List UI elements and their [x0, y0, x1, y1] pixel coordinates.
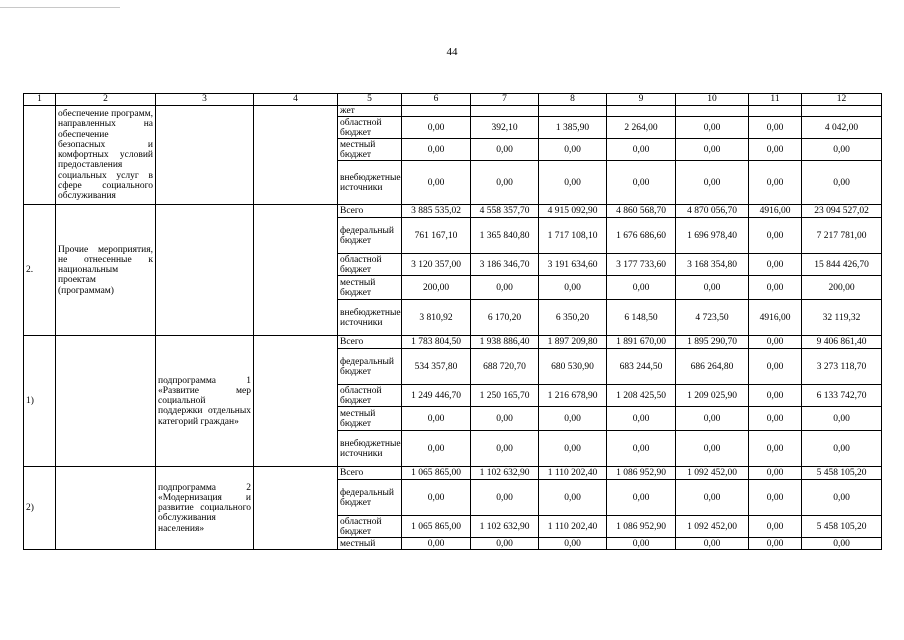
funding-source: федеральный бюджет: [338, 480, 402, 516]
funding-source: Всего: [338, 336, 402, 349]
value-cell: 0,00: [749, 117, 802, 139]
value-cell: 1 208 425,50: [607, 385, 676, 407]
value-cell: 7 217 781,00: [802, 218, 882, 254]
empty-cell: [254, 205, 338, 336]
value-cell: 686 264,80: [676, 349, 749, 385]
value-cell: 0,00: [539, 161, 607, 205]
value-cell: 15 844 426,70: [802, 254, 882, 276]
value-cell: 683 244,50: [607, 349, 676, 385]
value-cell: 0,00: [539, 139, 607, 161]
value-cell: 4 915 092,90: [539, 205, 607, 218]
value-cell: 534 357,80: [402, 349, 471, 385]
scan-artifact-line: [0, 7, 120, 8]
value-cell: 0,00: [749, 276, 802, 300]
value-cell: 0,00: [802, 161, 882, 205]
empty-cell: [254, 336, 338, 467]
funding-source: областной бюджет: [338, 516, 402, 538]
value-cell: 6 133 742,70: [802, 385, 882, 407]
value-cell: 0,00: [749, 349, 802, 385]
value-cell: 0,00: [676, 480, 749, 516]
value-cell: 0,00: [749, 161, 802, 205]
funding-source: внебюджетные источники: [338, 300, 402, 336]
value-cell: 23 094 527,02: [802, 205, 882, 218]
measure-name: [56, 336, 156, 467]
value-cell: [539, 106, 607, 117]
value-cell: 688 720,70: [471, 349, 539, 385]
value-cell: 0,00: [749, 385, 802, 407]
value-cell: 0,00: [749, 254, 802, 276]
value-cell: 0,00: [749, 431, 802, 467]
value-cell: 0,00: [676, 161, 749, 205]
value-cell: 1 102 632,90: [471, 516, 539, 538]
table-row: [24, 205, 882, 218]
value-cell: 0,00: [749, 467, 802, 480]
value-cell: 0,00: [402, 538, 471, 550]
funding-source: федеральный бюджет: [338, 349, 402, 385]
row-index: [24, 106, 56, 205]
value-cell: 1 891 670,00: [607, 336, 676, 349]
value-cell: 1 783 804,50: [402, 336, 471, 349]
value-cell: 3 885 535,02: [402, 205, 471, 218]
value-cell: 1 086 952,90: [607, 516, 676, 538]
value-cell: 0,00: [676, 431, 749, 467]
value-cell: 1 216 678,90: [539, 385, 607, 407]
value-cell: 1 676 686,60: [607, 218, 676, 254]
value-cell: 0,00: [802, 480, 882, 516]
subprogram-name: подпрограмма 2 «Модернизация и развитие социального обслуживания населения»: [156, 467, 254, 550]
value-cell: 4916,00: [749, 205, 802, 218]
empty-cell: [254, 467, 338, 550]
value-cell: 0,00: [539, 276, 607, 300]
column-header: 11: [749, 94, 802, 106]
funding-source: внебюджетные источники: [338, 161, 402, 205]
value-cell: [676, 106, 749, 117]
value-cell: 3 273 118,70: [802, 349, 882, 385]
value-cell: 1 938 886,40: [471, 336, 539, 349]
value-cell: 4 860 568,70: [607, 205, 676, 218]
value-cell: 0,00: [607, 538, 676, 550]
value-cell: 0,00: [539, 407, 607, 431]
value-cell: 4 870 056,70: [676, 205, 749, 218]
value-cell: 2 264,00: [607, 117, 676, 139]
value-cell: 0,00: [749, 516, 802, 538]
value-cell: 680 530,90: [539, 349, 607, 385]
column-header: 9: [607, 94, 676, 106]
subprogram-name: [156, 106, 254, 205]
column-header: 4: [254, 94, 338, 106]
value-cell: 1 209 025,90: [676, 385, 749, 407]
value-cell: 0,00: [539, 538, 607, 550]
value-cell: 0,00: [402, 431, 471, 467]
value-cell: 0,00: [607, 480, 676, 516]
value-cell: 0,00: [676, 407, 749, 431]
funding-source: Всего: [338, 467, 402, 480]
value-cell: 200,00: [802, 276, 882, 300]
value-cell: 0,00: [802, 139, 882, 161]
value-cell: 5 458 105,20: [802, 467, 882, 480]
value-cell: 1 102 632,90: [471, 467, 539, 480]
page-number: 44: [446, 46, 458, 58]
header-row: [24, 94, 882, 106]
value-cell: 3 810,92: [402, 300, 471, 336]
funding-source: внебюджетные источники: [338, 431, 402, 467]
value-cell: 0,00: [471, 538, 539, 550]
measure-name: Прочие мероприятия, не отнесенные к национальным проектам (программам): [56, 205, 156, 336]
value-cell: 6 148,50: [607, 300, 676, 336]
funding-source: Всего: [338, 205, 402, 218]
value-cell: 1 365 840,80: [471, 218, 539, 254]
row-index: 2): [24, 467, 56, 550]
value-cell: 1 065 865,00: [402, 516, 471, 538]
column-header: 5: [338, 94, 402, 106]
value-cell: 1 092 452,00: [676, 467, 749, 480]
funding-source: местный бюджет: [338, 139, 402, 161]
column-header: 12: [802, 94, 882, 106]
value-cell: 0,00: [471, 276, 539, 300]
value-cell: 9 406 861,40: [802, 336, 882, 349]
value-cell: 3 186 346,70: [471, 254, 539, 276]
table-row: [24, 336, 882, 349]
value-cell: 0,00: [607, 139, 676, 161]
value-cell: [802, 106, 882, 117]
value-cell: 6 170,20: [471, 300, 539, 336]
funding-source: областной бюджет: [338, 385, 402, 407]
value-cell: 1 385,90: [539, 117, 607, 139]
value-cell: 4 723,50: [676, 300, 749, 336]
value-cell: 0,00: [749, 407, 802, 431]
column-header: 7: [471, 94, 539, 106]
value-cell: 4916,00: [749, 300, 802, 336]
row-index: 2.: [24, 205, 56, 336]
value-cell: 0,00: [676, 139, 749, 161]
column-header: 3: [156, 94, 254, 106]
value-cell: 3 168 354,80: [676, 254, 749, 276]
row-index: 1): [24, 336, 56, 467]
value-cell: 1 696 978,40: [676, 218, 749, 254]
funding-source: местный бюджет: [338, 407, 402, 431]
value-cell: 0,00: [607, 161, 676, 205]
value-cell: 0,00: [749, 538, 802, 550]
funding-source: местный: [338, 538, 402, 550]
value-cell: 0,00: [607, 276, 676, 300]
value-cell: 1 086 952,90: [607, 467, 676, 480]
value-cell: 0,00: [471, 407, 539, 431]
value-cell: 0,00: [802, 538, 882, 550]
value-cell: 5 458 105,20: [802, 516, 882, 538]
measure-name: обеспечение программ, направленных на обеспечение безопасных и комфортных условий предоставления социальных услуг в сфере социального обслуживания: [56, 106, 156, 205]
funding-source: федеральный бюджет: [338, 218, 402, 254]
column-header: 1: [24, 94, 56, 106]
value-cell: 0,00: [471, 480, 539, 516]
value-cell: 1 065 865,00: [402, 467, 471, 480]
column-header: 10: [676, 94, 749, 106]
value-cell: 0,00: [676, 276, 749, 300]
value-cell: 1 717 108,10: [539, 218, 607, 254]
value-cell: 0,00: [471, 431, 539, 467]
value-cell: 1 249 446,70: [402, 385, 471, 407]
value-cell: 0,00: [676, 538, 749, 550]
empty-cell: [254, 106, 338, 205]
value-cell: 0,00: [471, 161, 539, 205]
value-cell: 1 250 165,70: [471, 385, 539, 407]
value-cell: 0,00: [749, 480, 802, 516]
value-cell: 0,00: [749, 336, 802, 349]
value-cell: 0,00: [471, 139, 539, 161]
column-header: 2: [56, 94, 156, 106]
value-cell: 0,00: [539, 431, 607, 467]
value-cell: 1 895 290,70: [676, 336, 749, 349]
value-cell: 0,00: [402, 161, 471, 205]
value-cell: 761 167,10: [402, 218, 471, 254]
funding-source: областной бюджет: [338, 117, 402, 139]
value-cell: 0,00: [607, 431, 676, 467]
value-cell: 0,00: [749, 218, 802, 254]
funding-source: областной бюджет: [338, 254, 402, 276]
value-cell: 0,00: [607, 407, 676, 431]
value-cell: 3 177 733,60: [607, 254, 676, 276]
value-cell: 0,00: [676, 117, 749, 139]
value-cell: 32 119,32: [802, 300, 882, 336]
column-header: 6: [402, 94, 471, 106]
value-cell: 1 092 452,00: [676, 516, 749, 538]
measure-name: [56, 467, 156, 550]
value-cell: 0,00: [402, 139, 471, 161]
value-cell: 6 350,20: [539, 300, 607, 336]
subprogram-name: [156, 205, 254, 336]
value-cell: 0,00: [802, 407, 882, 431]
value-cell: [607, 106, 676, 117]
value-cell: 3 120 357,00: [402, 254, 471, 276]
value-cell: 0,00: [749, 139, 802, 161]
value-cell: 1 110 202,40: [539, 467, 607, 480]
table-row: [24, 467, 882, 480]
value-cell: 0,00: [539, 480, 607, 516]
value-cell: [402, 106, 471, 117]
value-cell: 200,00: [402, 276, 471, 300]
table-row: [24, 106, 882, 117]
column-header: 8: [539, 94, 607, 106]
value-cell: 0,00: [802, 431, 882, 467]
value-cell: 4 558 357,70: [471, 205, 539, 218]
value-cell: [749, 106, 802, 117]
value-cell: 392,10: [471, 117, 539, 139]
value-cell: 4 042,00: [802, 117, 882, 139]
value-cell: 1 110 202,40: [539, 516, 607, 538]
budget-table: [23, 93, 882, 550]
value-cell: 0,00: [402, 407, 471, 431]
funding-source: жет: [338, 106, 402, 117]
value-cell: 3 191 634,60: [539, 254, 607, 276]
value-cell: [471, 106, 539, 117]
value-cell: 0,00: [402, 480, 471, 516]
value-cell: 0,00: [402, 117, 471, 139]
value-cell: 1 897 209,80: [539, 336, 607, 349]
funding-source: местный бюджет: [338, 276, 402, 300]
subprogram-name: подпрограмма 1 «Развитие мер социальной поддержки отдельных категорий граждан»: [156, 336, 254, 467]
